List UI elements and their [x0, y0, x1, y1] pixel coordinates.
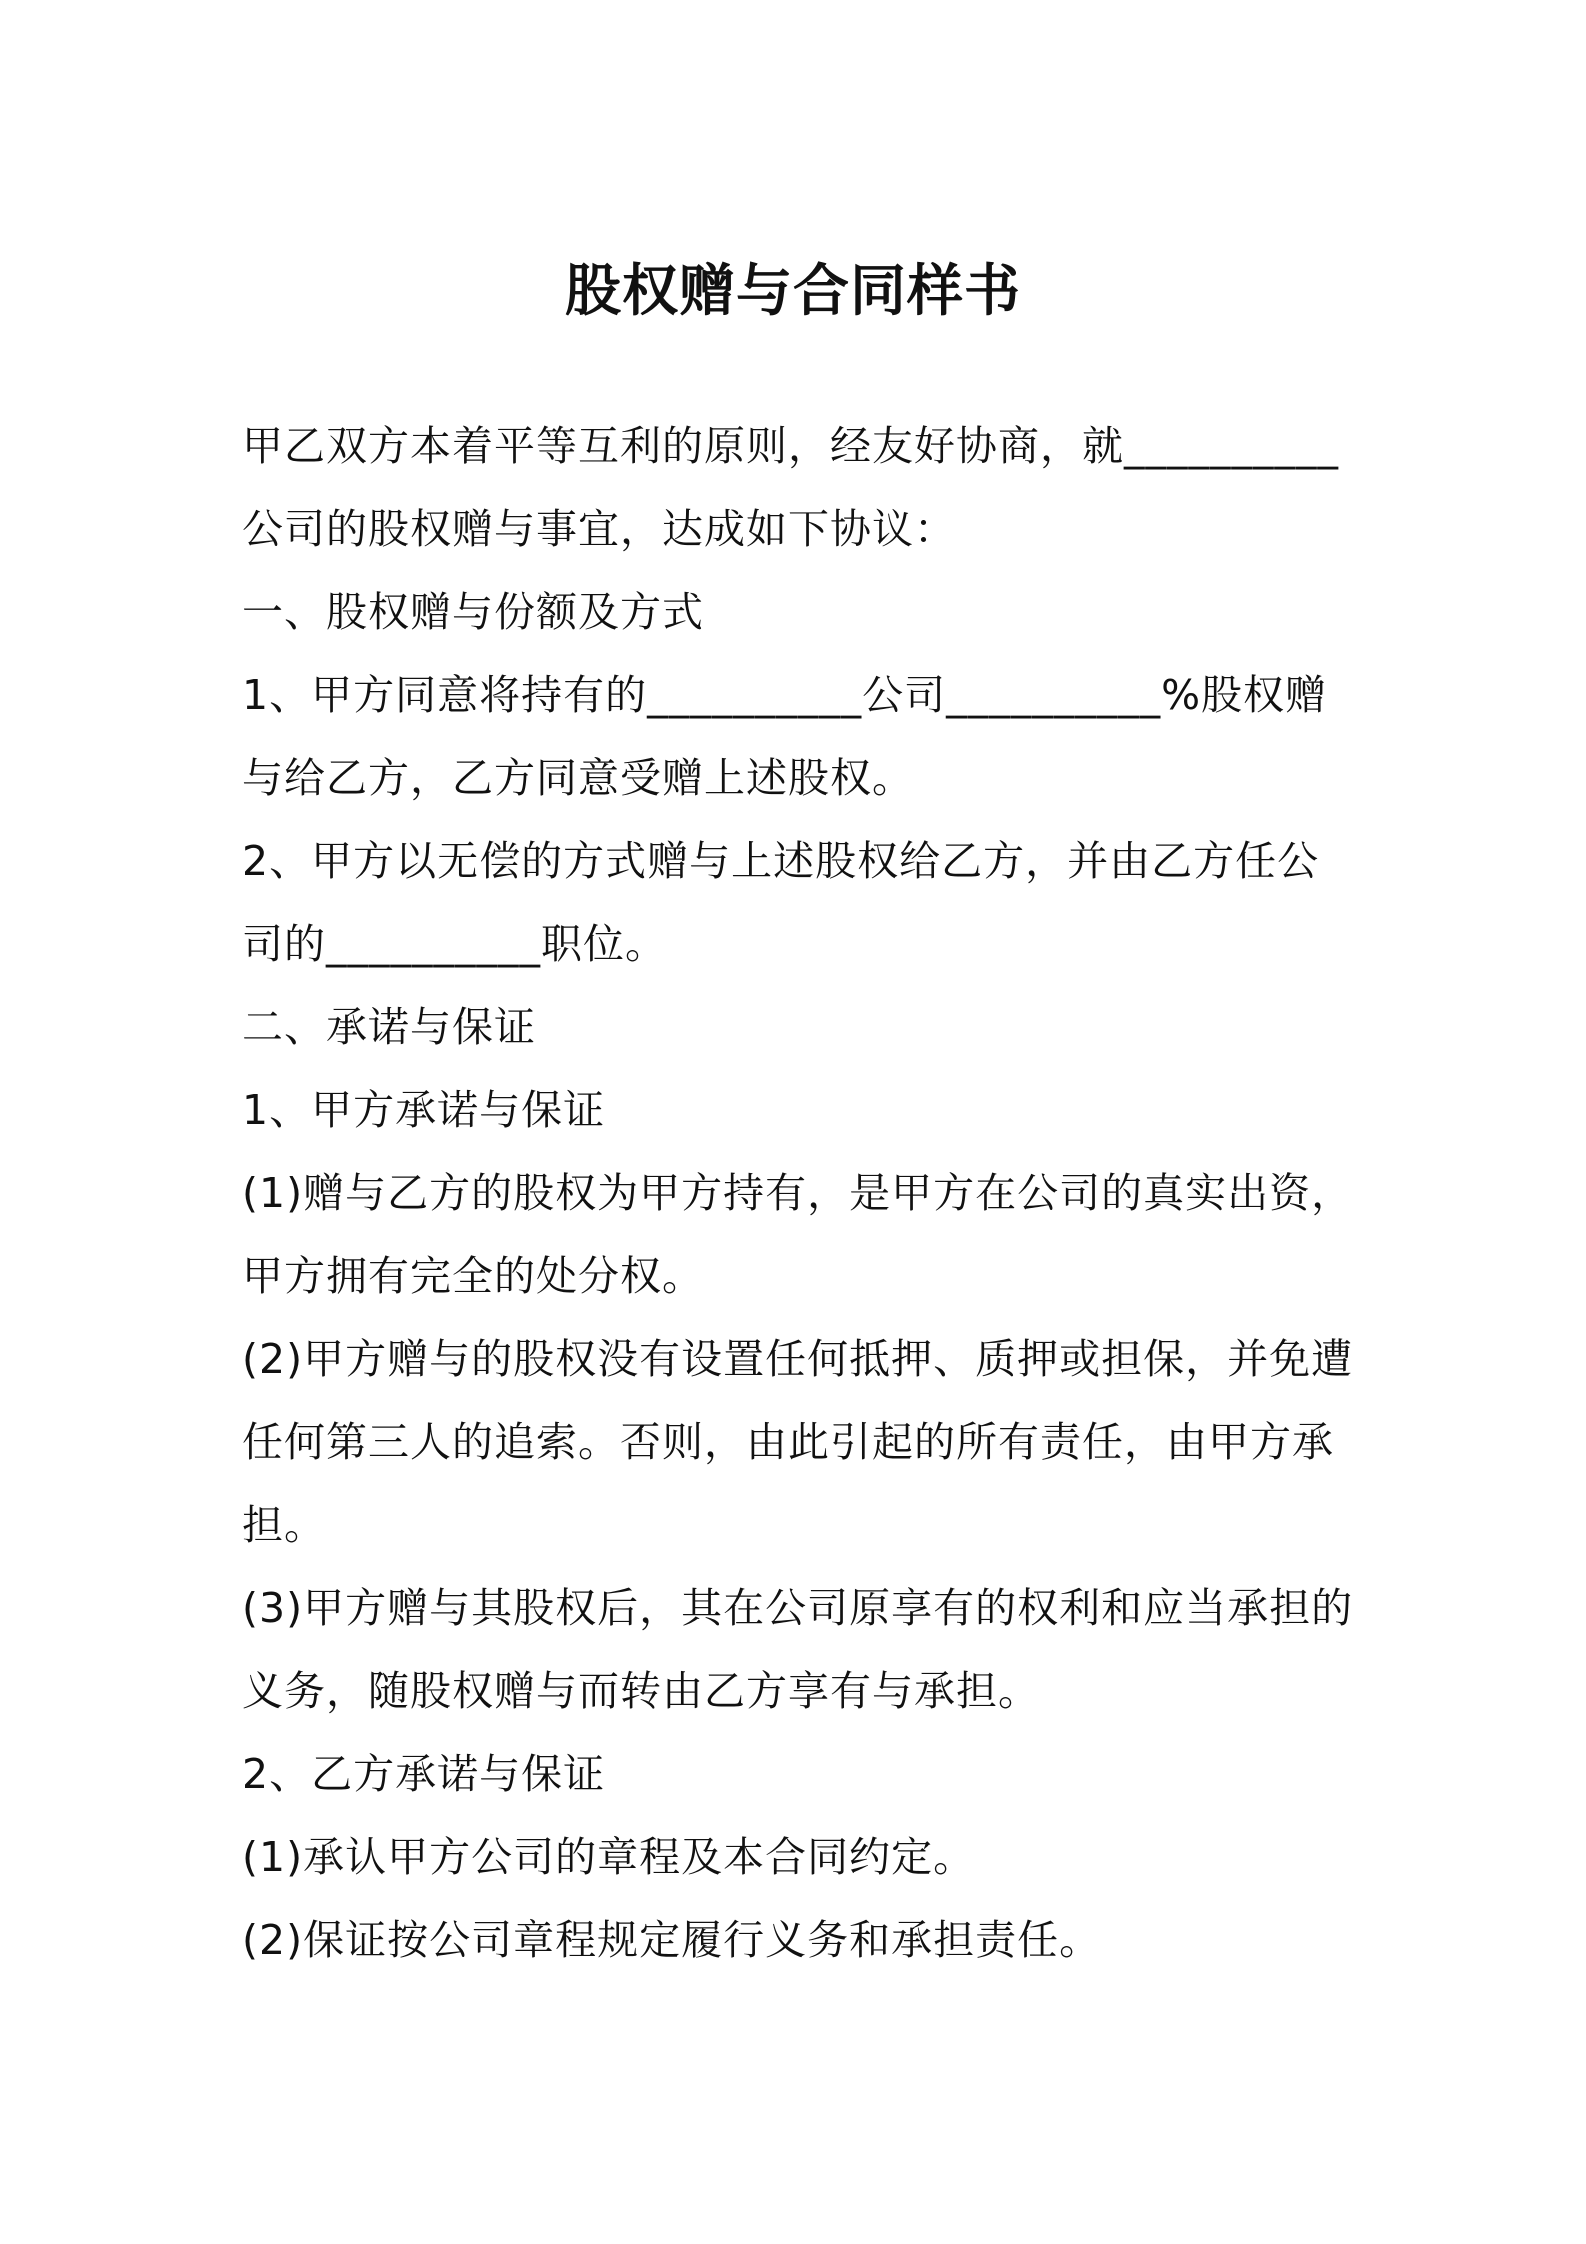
- item-2-1-1-line-1: (1)赠与乙方的股权为甲方持有，是甲方在公司的真实出资，: [242, 1169, 1354, 1217]
- section-heading-2: 二、承诺与保证: [242, 1003, 536, 1051]
- item-2-1-2-line-3: 担。: [242, 1501, 326, 1549]
- subsection-heading-2-2: 2、乙方承诺与保证: [242, 1750, 606, 1798]
- item-2-1-1-line-2: 甲方拥有完全的处分权。: [242, 1252, 704, 1300]
- item-2-1-3-line-2: 义务，随股权赠与而转由乙方享有与承担。: [242, 1667, 1040, 1715]
- clause-1-2-line-1: 2、甲方以无偿的方式赠与上述股权给乙方，并由乙方任公: [242, 837, 1320, 885]
- item-2-2-1: (1)承认甲方公司的章程及本合同约定。: [242, 1833, 976, 1881]
- item-2-1-3-line-1: (3)甲方赠与其股权后，其在公司原享有的权利和应当承担的: [242, 1584, 1354, 1632]
- document-title: 股权赠与合同样书: [565, 259, 1021, 324]
- section-heading-1: 一、股权赠与份额及方式: [242, 588, 704, 636]
- clause-1-1-line-2: 与给乙方，乙方同意受赠上述股权。: [242, 754, 914, 802]
- item-2-1-2-line-1: (2)甲方赠与的股权没有设置任何抵押、质押或担保，并免遭: [242, 1335, 1354, 1383]
- intro-line-1: 甲乙双方本着平等互利的原则，经友好协商，就__________: [242, 422, 1339, 470]
- item-2-2-2: (2)保证按公司章程规定履行义务和承担责任。: [242, 1916, 1102, 1964]
- item-2-1-2-line-2: 任何第三人的追索。否则，由此引起的所有责任，由甲方承: [242, 1418, 1334, 1466]
- clause-1-1-line-1: 1、甲方同意将持有的__________公司__________%股权赠: [242, 671, 1328, 719]
- subsection-heading-2-1: 1、甲方承诺与保证: [242, 1086, 606, 1134]
- clause-1-2-line-2: 司的__________职位。: [242, 920, 667, 968]
- document-body: [242, 405, 1362, 1982]
- intro-line-2: 公司的股权赠与事宜，达成如下协议：: [242, 505, 956, 553]
